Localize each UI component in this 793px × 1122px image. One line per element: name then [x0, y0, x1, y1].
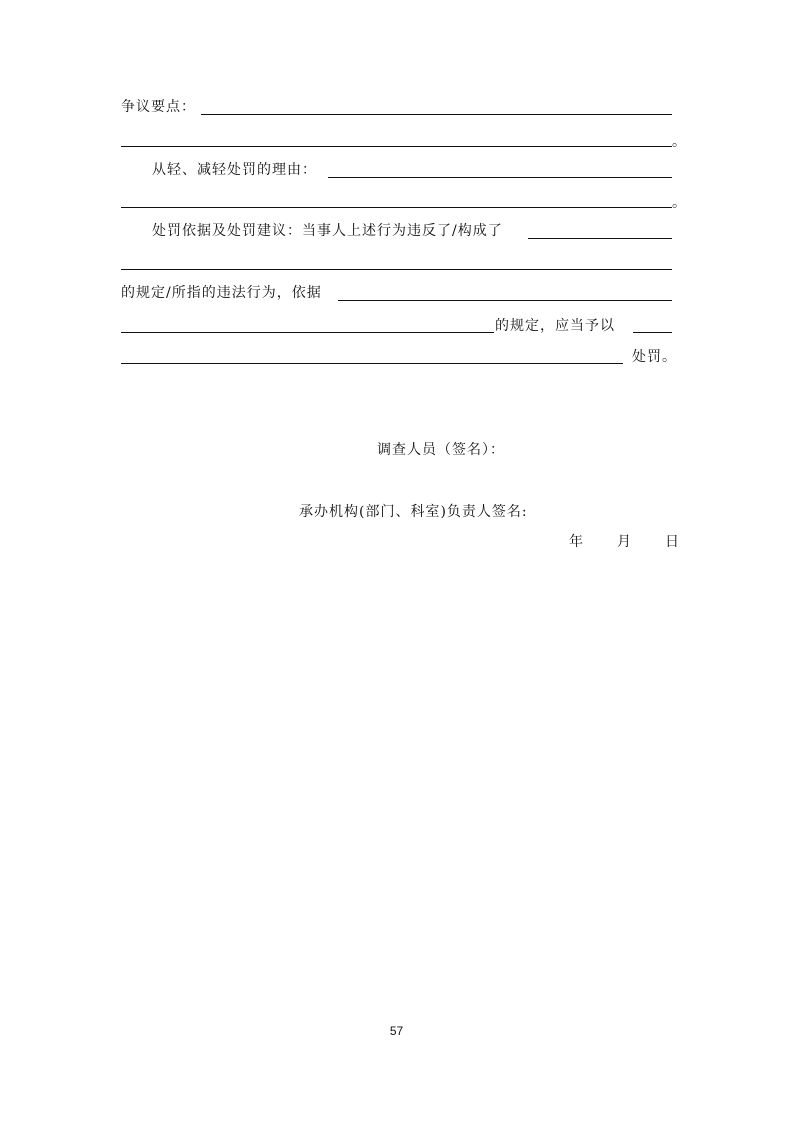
mitigation-reason-field[interactable] — [328, 177, 672, 178]
violation-field-continued[interactable] — [121, 269, 672, 270]
period-mark: 。 — [672, 195, 687, 211]
dispute-points-label: 争议要点： — [121, 99, 196, 115]
investigator-signature-label: 调查人员（签名）： — [377, 442, 505, 458]
penalty-field[interactable] — [633, 332, 672, 333]
period-mark: 。 — [672, 134, 687, 150]
penalty-text: 处罚。 — [632, 349, 677, 365]
mitigation-reason-field-continued[interactable] — [121, 207, 672, 208]
provision-text: 的规定，应当予以 — [495, 318, 615, 334]
regulation-text: 的规定/所指的违法行为，依据 — [121, 285, 322, 301]
violation-field[interactable] — [528, 238, 672, 239]
legal-basis-field[interactable] — [338, 300, 672, 301]
legal-basis-field-continued[interactable] — [121, 332, 494, 333]
page-number: 57 — [389, 1024, 404, 1038]
department-head-signature-label: 承办机构(部门、科室)负责人签名: — [299, 504, 528, 520]
signature-date: 年 月 日 — [569, 534, 681, 550]
mitigation-reason-label: 从轻、减轻处罚的理由： — [152, 162, 317, 178]
dispute-points-field-continued[interactable] — [121, 146, 672, 147]
penalty-field-continued[interactable] — [121, 363, 623, 364]
dispute-points-field[interactable] — [201, 114, 672, 115]
penalty-basis-label: 处罚依据及处罚建议：当事人上述行为违反了/构成了 — [152, 223, 503, 239]
